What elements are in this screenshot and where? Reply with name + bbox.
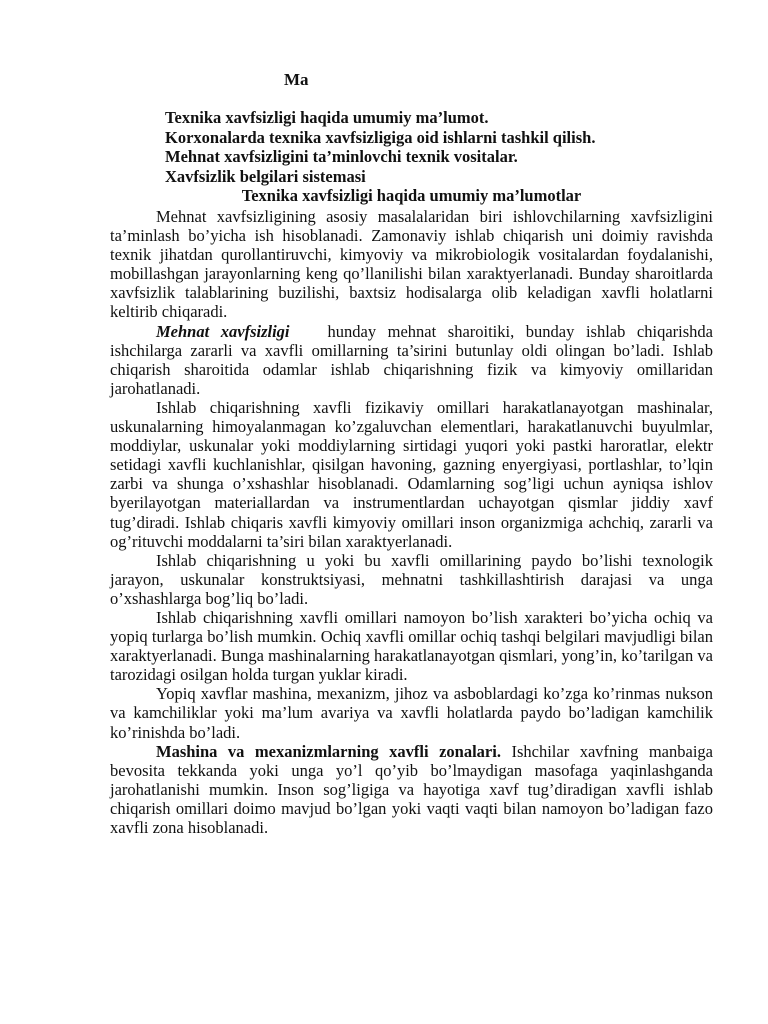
paragraph bbox=[110, 322, 713, 398]
topic-item: Mehnat xavfsizligini ta’minlovchi texnik vositalar. bbox=[165, 147, 518, 166]
section-heading: Texnika xavfsizligi haqida umumiy ma’lumotlar bbox=[241, 186, 582, 205]
paragraph: Ishlab chiqarishning xavfli omillari namoyon bo’lish xarakteri bo’yicha ochiq va yopiq turlarga bo’lish mumkin. Ochiq xavfli omillar ochiq tashqi belgilari mavjudligi bilan xaraktyerlanadi. Bunga mashinalarning harakatlanayotgan qismlari, yong’in, ko’tarilgan va tarozidagi osilgan holda turgan yuklar kiradi. bbox=[110, 607, 713, 685]
body-text bbox=[110, 207, 713, 837]
paragraph: Ishlab chiqarishning u yoki bu xavfli omillarining paydo bo’lishi texnologik jarayon, uskunalar konstruktsiyasi, mehnatni tashkillashtirish darajasi va unga o’xshashlarga bog’liq bo’ladi. bbox=[110, 550, 713, 608]
paragraph-lead-term: Mashina va mexanizmlarning xavfli zonalari. bbox=[156, 741, 501, 761]
document-title: Ma bbox=[284, 70, 309, 89]
paragraph-text: Ishchilar xavfning manbaiga bevosita tekkanda yoki unga yo’l qo’yib bo’lmaydigan masofaga yaqinlashganda jarohatlanishi mumkin. Inson sog’ligiga va hayotiga xavf tug’diradigan xavfli ishlab chiqarish omillari doimo mavjud bo’lgan yoki vaqti vaqti bilan namoyon bo’ladigan fazo xavfli zona hisoblanadi. bbox=[110, 741, 713, 837]
paragraph-text: hunday mehnat sharoitiki, bunday ishlab chiqarishda ishchilarga zararli va xavfli omillarning ta’sirini butunlay oldi olingan bo’ladi. Ishlab chiqarish sharoitida odamlar ishlab chiqarishning fizik va kimyoviy omillaridan jarohatlanadi. bbox=[110, 321, 713, 398]
topic-item: Korxonalarda texnika xavfsizligiga oid ishlarni tashkil qilish. bbox=[165, 127, 596, 147]
paragraph bbox=[110, 742, 713, 837]
topic-item: Texnika xavfsizligi haqida umumiy ma’lumot. bbox=[165, 108, 489, 127]
paragraph: Ishlab chiqarishning xavfli fizikaviy omillari harakatlanayotgan mashinalar, uskunalarning himoyalanmagan ko’zgaluvchan elementlari, harakatlanuvchi buyulmlar, moddiylar, uskunalar yoki moddiylarning sirtidagi yuqori yoki pastki haroratlar, elektr setidagi xavfli kuchlanishlar, qisilgan havoning, gazning enyergiyasi, portlashlar, to’lqin zarbi va shunga o’xshashlar hisoblanadi. Odamlarning sog’ligi uchun ayniqsa ishlov byerilayotgan materiallardan va instrumentlardan uchayotgan qismlar jiddiy xavf tug’diradi. Ishlab chiqaris xavfli kimyoviy omillari inson organizmiga achchiq, zararli va og’rituvchi moddalarni ta’siri bilan xaraktyerlanadi. bbox=[110, 397, 713, 551]
paragraph: Mehnat xavfsizligining asosiy masalalaridan biri ishlovchilarning xavfsizligini ta’minlash bo’yicha ish hisoblanadi. Zamonaviy ishlab chiqarish uni doimiy ravishda texnik jihatdan qurollantiruvchi, kimyoviy va mikrobiologik vositalardan foydalanishi, mobillashgan jarayonlarning keng qo’llanilishi bilan xaraktyerlanadi. Bunday sharoitlarda xavfsizlik talablarining buzilishi, baxtsiz hodisalarga olib keladigan xavfli holatlarni keltirib chiqaradi. bbox=[110, 207, 713, 322]
paragraph: Yopiq xavflar mashina, mexanizm, jihoz va asboblardagi ko’zga ko’rinmas nukson va kamchiliklar yoki ma’lum avariya va xavfli holatlarda paydo bo’ladigan kamchilik ko’rinishda bo’ladi. bbox=[110, 684, 713, 742]
topic-item: Xavfsizlik belgilari sistemasi bbox=[165, 166, 366, 186]
paragraph-lead-term: Mehnat xavfsizligi bbox=[156, 321, 290, 341]
topic-list bbox=[165, 108, 595, 186]
